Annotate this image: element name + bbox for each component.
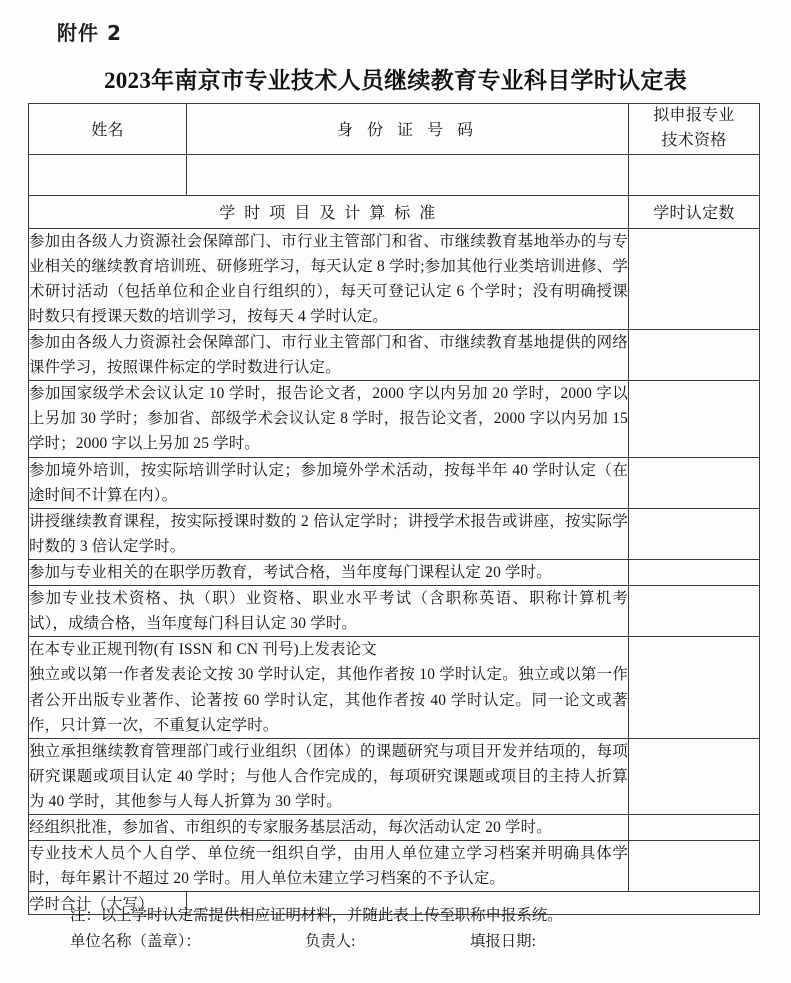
header-qualification-line1: 拟申报专业 <box>653 107 735 124</box>
table-row <box>29 637 760 738</box>
unit-name-label: 单位名称（盖章）： <box>70 933 201 951</box>
criteria-cell <box>29 508 629 559</box>
credit-input[interactable] <box>629 560 760 586</box>
criteria-line: 在本专业正规刊物(有 ISSN 和 CN 刊号)上发表论文 <box>29 641 377 659</box>
page-title: 2023年南京市专业技术人员继续教育专业科目学时认定表 <box>103 68 688 93</box>
attachment-label: 附件 2 <box>57 21 122 45</box>
criteria-line: 独立承担继续教育管理部门或行业组织（团体）的课题研究与项目开发并结项的，每项研究课题或项目认定 40 学时；与他人合作完成的，每项研究课题或项目的主持人折算为 40 学时，其他参与人每人折算为 30 学时。 <box>29 742 628 810</box>
footer-note: 注：以上学时认定需提供相应证明材料，并随此表上传至职称申报系统。 <box>70 907 563 924</box>
credit-input[interactable] <box>629 841 760 892</box>
criteria-cell <box>29 381 629 457</box>
table-row <box>29 560 760 586</box>
criteria-cell <box>29 586 629 637</box>
credit-input[interactable] <box>629 738 760 814</box>
subheader-credit-count: 学时认定数 <box>629 195 760 228</box>
credit-input[interactable] <box>629 457 760 508</box>
subheader-criteria: 学 时 项 目 及 计 算 标 准 <box>29 195 629 228</box>
criteria-cell <box>29 457 629 508</box>
credit-input[interactable] <box>629 508 760 559</box>
table-row <box>29 841 760 892</box>
credit-input[interactable] <box>629 586 760 637</box>
id-number-field[interactable] <box>187 154 629 195</box>
criteria-line: 参加国家级学术会议认定 10 学时，报告论文者，2000 字以内另加 20 学时，2000 字以上另加 30 学时；参加省、部级学术会议认定 8 学时，报告论文者，2000 字以内另加 15 学时；2000 字以上另加 25 学时。 <box>29 385 628 453</box>
criteria-line: 讲授继续教育课程，按实际授课时数的 2 倍认定学时；讲授学术报告或讲座，按实际学时数的 3 倍认定学时。 <box>29 512 628 555</box>
header-qualification <box>629 104 760 155</box>
criteria-cell <box>29 841 629 892</box>
header-id-number: 身 份 证 号 码 <box>187 104 629 155</box>
criteria-cell <box>29 815 629 841</box>
credit-input[interactable] <box>629 381 760 457</box>
total-label: 学时合计（大写） <box>29 892 187 915</box>
header-qualification-line2: 技术资格 <box>661 131 727 149</box>
name-field[interactable] <box>29 154 187 195</box>
credit-hours-form <box>28 103 759 915</box>
table-row <box>29 815 760 841</box>
criteria-cell <box>29 637 629 738</box>
criteria-line: 经组织批准，参加省、市组织的专家服务基层活动，每次活动认定 20 学时。 <box>29 819 552 837</box>
table-header-row <box>29 104 760 155</box>
signature-row <box>28 929 759 955</box>
credit-input[interactable] <box>629 637 760 738</box>
criteria-line: 独立或以第一作者发表论文按 30 学时认定，其他作者按 10 学时认定。独立或以第一作者公开出版专业著作、论著按 60 学时认定，其他作者按 40 学时认定。同一论文或著作，只计算一次，不重复认定学时。 <box>29 666 628 734</box>
table-row <box>29 381 760 457</box>
criteria-line: 参加由各级人力资源社会保障部门、市行业主管部门和省、市继续教育基地提供的网络课件学习，按照课件标定的学时数进行认定。 <box>29 334 628 377</box>
table-row <box>29 508 760 559</box>
form-table <box>28 103 760 915</box>
responsible-person-label: 负责人: <box>305 933 356 951</box>
table-row <box>29 586 760 637</box>
table-row <box>29 457 760 508</box>
qualification-field[interactable] <box>629 154 760 195</box>
criteria-line: 参加与专业相关的在职学历教育，考试合格，当年度每门课程认定 20 学时。 <box>29 564 552 582</box>
table-row <box>29 330 760 381</box>
table-entry-row <box>29 154 760 195</box>
credit-input[interactable] <box>629 815 760 841</box>
header-name: 姓名 <box>29 104 187 155</box>
fill-date-label: 填报日期: <box>470 933 536 951</box>
criteria-line: 参加专业技术资格、执（职）业资格、职业水平考试（含职称英语、职称计算机考试），成绩合格，当年度每门科目认定 30 学时。 <box>29 590 628 633</box>
footer-notes <box>28 903 759 956</box>
table-row <box>29 228 760 329</box>
table-row <box>29 738 760 814</box>
criteria-cell <box>29 228 629 329</box>
credit-input[interactable] <box>629 330 760 381</box>
criteria-cell <box>29 330 629 381</box>
criteria-line: 参加由各级人力资源社会保障部门、市行业主管部门和省、市继续教育基地举办的与专业相关的继续教育培训班、研修班学习，每天认定 8 学时;参加其他行业类培训进修、学术研讨活动（包括单位和企业自行组织的），每天可登记认定 6 个学时；没有明确授课时数只有授课天数的培训学习，按每天 4 学时认定。 <box>29 232 628 325</box>
credit-input[interactable] <box>629 228 760 329</box>
criteria-line: 参加境外培训，按实际培训学时认定；参加境外学术活动，按每半年 40 学时认定（在途时间不计算在内）。 <box>29 461 628 504</box>
criteria-cell <box>29 560 629 586</box>
criteria-cell <box>29 738 629 814</box>
criteria-line: 专业技术人员个人自学、单位统一组织自学，由用人单位建立学习档案并明确具体学时，每年累计不超过 20 学时。用人单位未建立学习档案的不予认定。 <box>29 845 628 888</box>
table-subheader-row <box>29 195 760 228</box>
